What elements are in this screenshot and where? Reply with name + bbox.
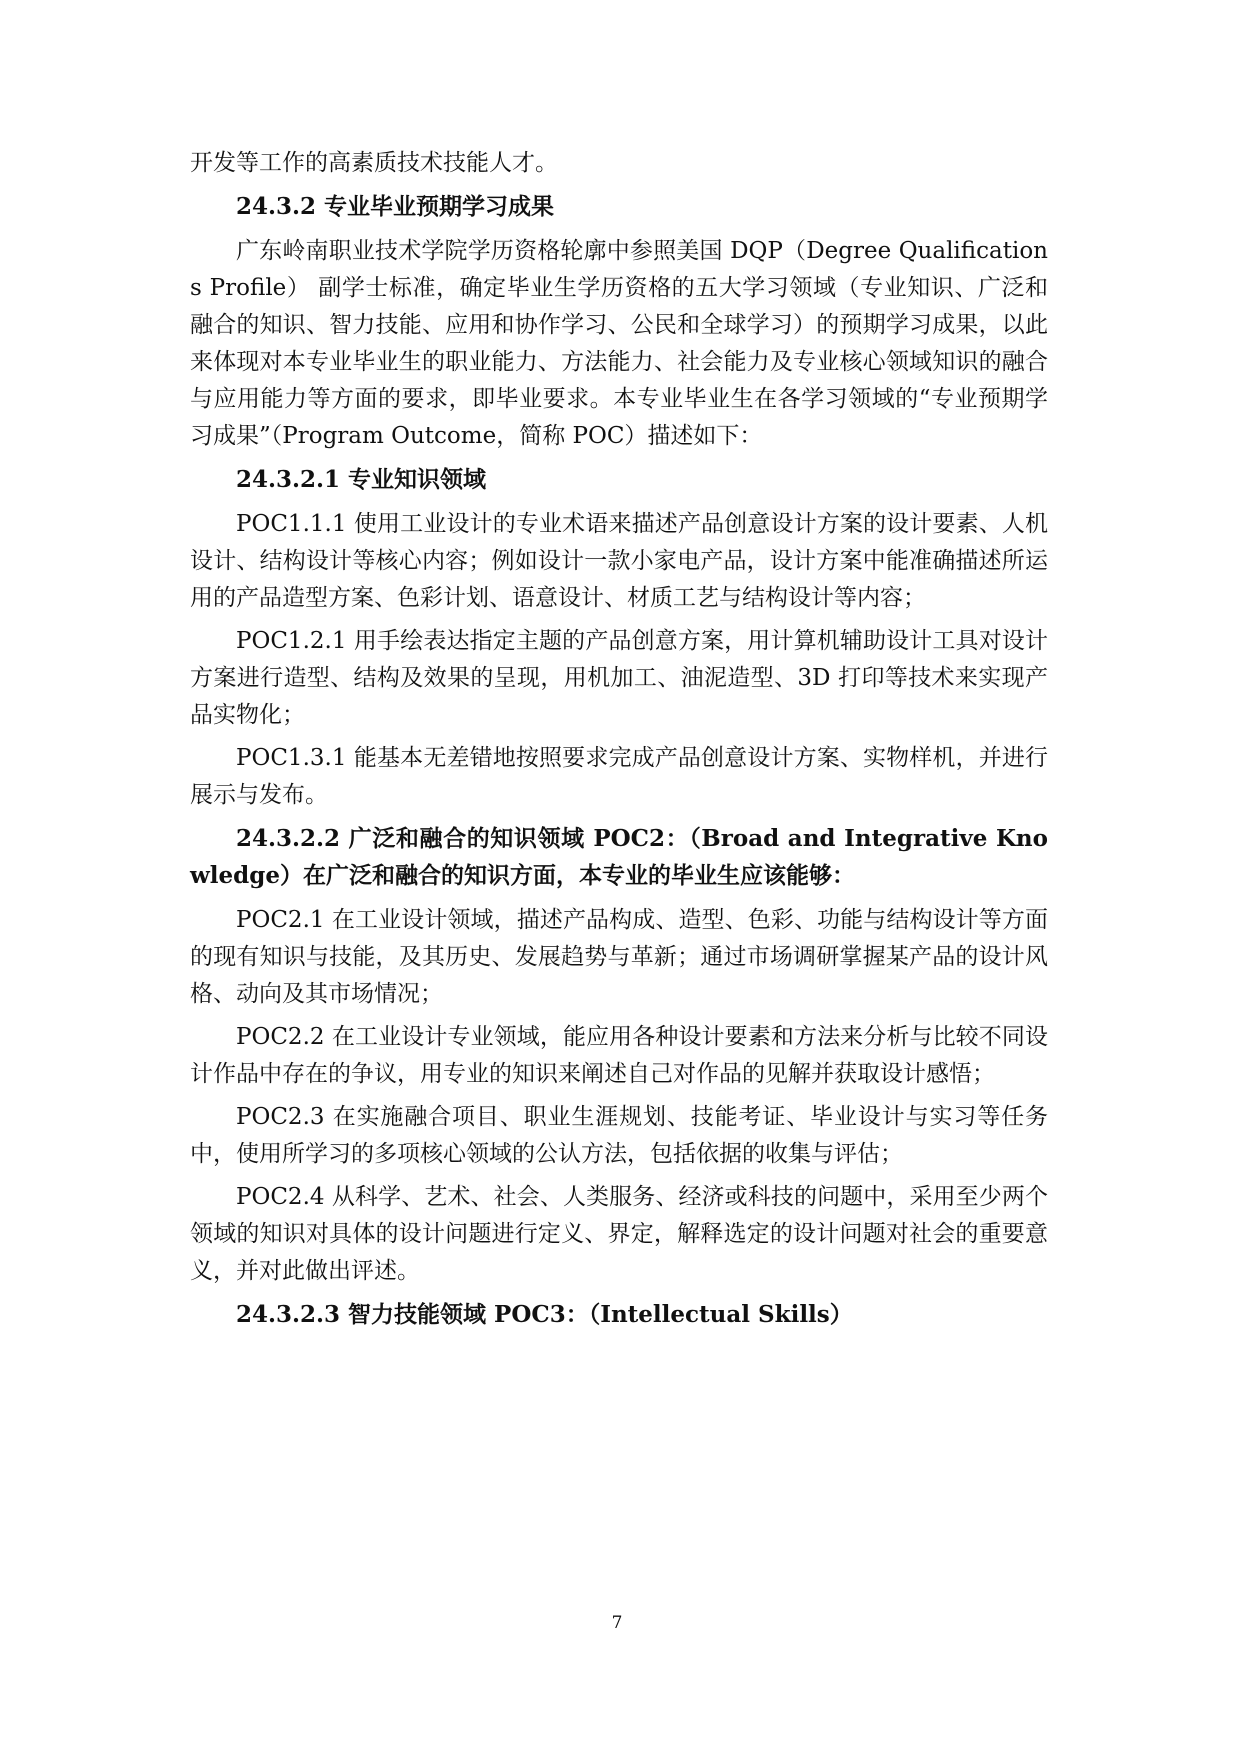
paragraph-poc2-4: POC2.4 从科学、艺术、社会、人类服务、经济或科技的问题中，采用至少两个领域的知识对具体的设计问题进行定义、界定，解释选定的设计问题对社会的重要意义，并对此做出评述。 bbox=[190, 1184, 1048, 1284]
paragraph-poc2-1: POC2.1 在工业设计领域，描述产品构成、造型、色彩、功能与结构设计等方面的现有知识与技能，及其历史、发展趋势与革新；通过市场调研掌握某产品的设计风格、动向及其市场情况； bbox=[190, 907, 1048, 1007]
section-heading-24-3-2: 24.3.2 专业毕业预期学习成果 bbox=[236, 193, 555, 220]
section-heading-24-3-2-3: 24.3.2.3 智力技能领域 POC3：（Intellectual Skills） bbox=[236, 1301, 853, 1328]
paragraph-poc1-2-1: POC1.2.1 用手绘表达指定主题的产品创意方案，用计算机辅助设计工具对设计方案进行造型、结构及效果的呈现，用机加工、油泥造型、3D 打印等技术来实现产品实物化； bbox=[190, 628, 1048, 728]
section-heading-24-3-2-2: 24.3.2.2 广泛和融合的知识领域 POC2：（Broad and Integrative Knowledge）在广泛和融合的知识方面，本专业的毕业生应该能够： bbox=[190, 825, 1048, 889]
paragraph-poc2-3: POC2.3 在实施融合项目、职业生涯规划、技能考证、毕业设计与实习等任务中，使用所学习的多项核心领域的公认方法，包括依据的收集与评估； bbox=[190, 1104, 1048, 1167]
section-heading-24-3-2-1: 24.3.2.1 专业知识领域 bbox=[236, 466, 487, 493]
paragraph-poc1-1-1: POC1.1.1 使用工业设计的专业术语来描述产品创意设计方案的设计要素、人机设计、结构设计等核心内容；例如设计一款小家电产品，设计方案中能准确描述所运用的产品造型方案、色彩计划、语意设计、材质工艺与结构设计等内容； bbox=[190, 511, 1048, 611]
page-number: 7 bbox=[611, 1613, 623, 1633]
paragraph-talent-goal: 开发等工作的高素质技术技能人才。 bbox=[190, 150, 558, 176]
paragraph-dqp-description: 广东岭南职业技术学院学历资格轮廓中参照美国 DQP（Degree Qualifications Profile） 副学士标准，确定毕业生学历资格的五大学习领域（专业知识、广泛和融合的知识、智力技能、应用和协作学习、公民和全球学习）的预期学习成果，以此来体现对本专业毕业生的职业能力、方法能力、社会能力及专业核心领域知识的融合与应用能力等方面的要求，即毕业要求。本专业毕业生在各学习领域的“专业预期学习成果”（Program Outcome，简称 POC）描述如下： bbox=[190, 238, 1048, 449]
paragraph-poc1-3-1: POC1.3.1 能基本无差错地按照要求完成产品创意设计方案、实物样机，并进行展示与发布。 bbox=[190, 745, 1048, 808]
page-body bbox=[190, 145, 1048, 1341]
paragraph-poc2-2: POC2.2 在工业设计专业领域，能应用各种设计要素和方法来分析与比较不同设计作品中存在的争议，用专业的知识来阐述自己对作品的见解并获取设计感悟； bbox=[190, 1024, 1048, 1087]
